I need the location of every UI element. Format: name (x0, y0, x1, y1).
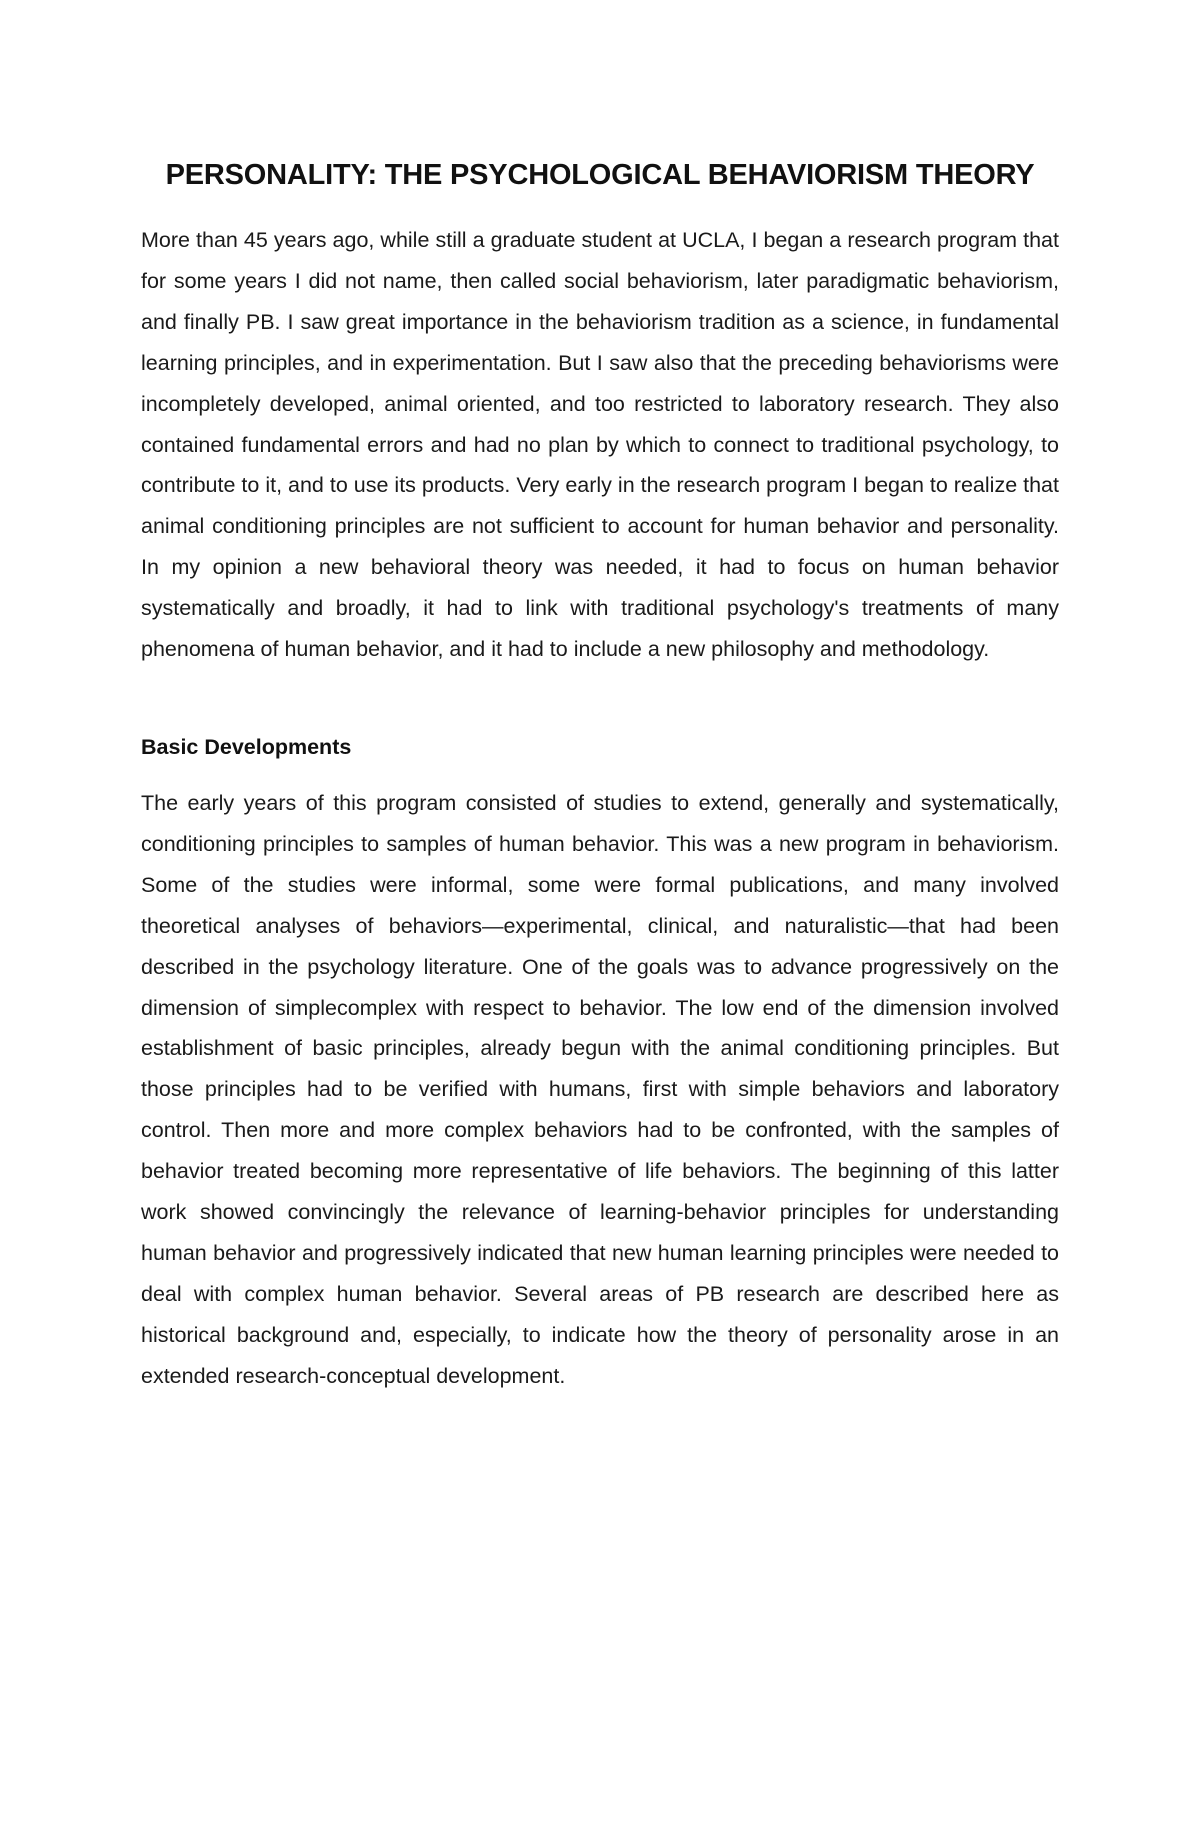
document-body (141, 140, 1059, 1397)
intro-paragraph: More than 45 years ago, while still a graduate student at UCLA, I began a research program that for some years I did not name, then called social behaviorism, later paradigmatic behaviorism, and finally PB. I saw great importance in the behaviorism tradition as a science, in fundamental learning principles, and in experimentation. But I saw also that the preceding behaviorisms were incompletely developed, animal oriented, and too restricted to laboratory research. They also contained fundamental errors and had no plan by which to connect to traditional psychology, to contribute to it, and to use its products. Very early in the research program I began to realize that animal conditioning principles are not sufficient to account for human behavior and personality. In my opinion a new behavioral theory was needed, it had to focus on human behavior systematically and broadly, it had to link with traditional psychology's treatments of many phenomena of human behavior, and it had to include a new philosophy and methodology. (141, 228, 1059, 662)
section-paragraph-basic-developments: The early years of this program consisted of studies to extend, generally and systematically, conditioning principles to samples of human behavior. This was a new program in behaviorism. Some of the studies were informal, some were formal publications, and many involved theoretical analyses of behaviors—experimental, clinical, and naturalistic—that had been described in the psychology literature. One of the goals was to advance progressively on the dimension of simplecomplex with respect to behavior. The low end of the dimension involved establishment of basic principles, already begun with the animal conditioning principles. But those principles had to be verified with humans, first with simple behaviors and laboratory control. Then more and more complex behaviors had to be confronted, with the samples of behavior treated becoming more representative of life behaviors. The beginning of this latter work showed convincingly the relevance of learning-behavior principles for understanding human behavior and progressively indicated that new human learning principles were needed to deal with complex human behavior. Several areas of PB research are described here as historical background and, especially, to indicate how the theory of personality arose in an extended research-conceptual development. (141, 790, 1059, 1388)
document-title: PERSONALITY: THE PSYCHOLOGICAL BEHAVIORISM THEORY (165, 159, 1035, 191)
section-heading-basic-developments: Basic Developments (141, 734, 352, 759)
